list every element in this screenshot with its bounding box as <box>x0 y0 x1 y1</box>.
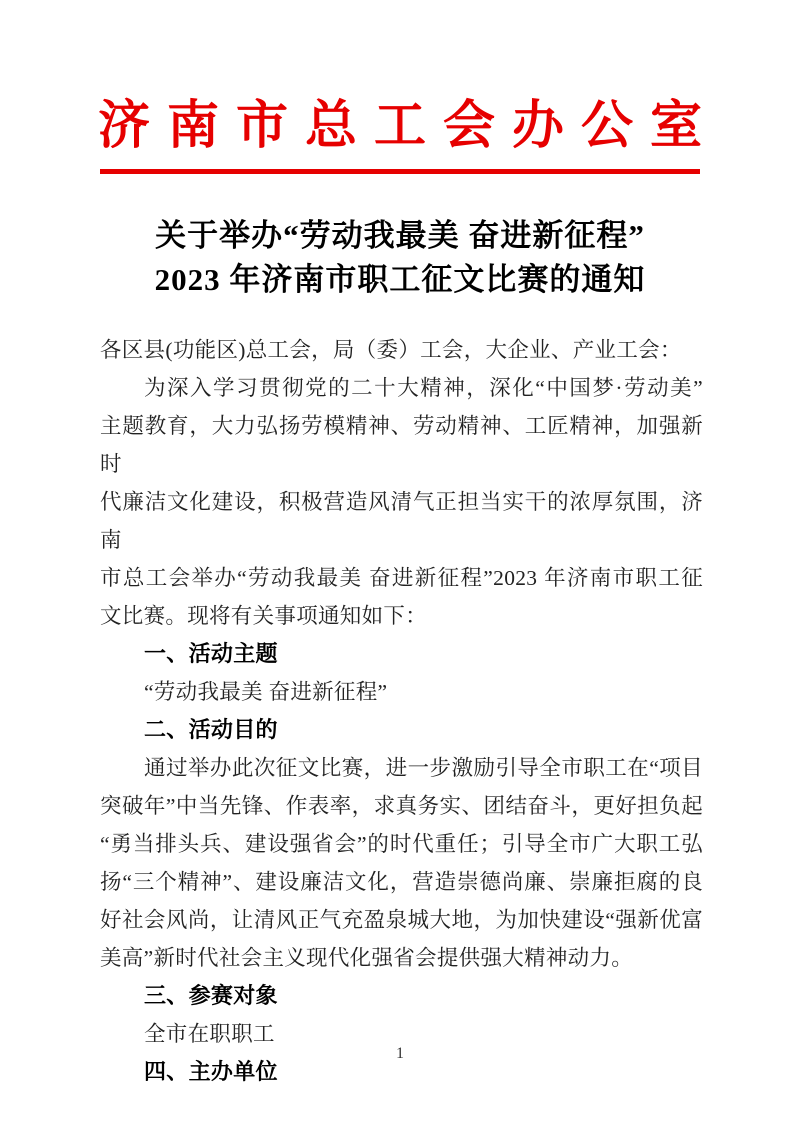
letterhead-divider <box>100 169 700 174</box>
body-line: 文比赛。现将有关事项通知如下： <box>100 604 428 628</box>
section-heading: 四、主办单位 <box>144 1059 278 1084</box>
body-line: 市总工会举办“劳动我最美 奋进新征程”2023 年济南市职工征 <box>100 566 703 590</box>
page-number: 1 <box>396 1045 404 1062</box>
body-line: 代廉洁文化建设，积极营造风清气正担当实干的浓厚氛围，济南 <box>100 490 703 552</box>
body-line: 突破年”中当先锋、作表率，求真务实、团结奋斗，更好担负起 <box>100 794 703 818</box>
body-line: “勇当排头兵、建设强省会”的时代重任；引导全市广大职工弘 <box>100 832 703 856</box>
document-title <box>0 214 800 302</box>
document-body <box>100 331 703 1091</box>
body-line: 好社会风尚，让清风正气充盈泉城大地，为加快建设“强新优富 <box>100 908 703 932</box>
section-heading: 二、活动目的 <box>144 717 278 742</box>
body-line: 各区县(功能区)总工会，局（委）工会，大企业、产业工会： <box>100 338 682 362</box>
document-title-line1: 关于举办“劳动我最美 奋进新征程” <box>155 218 645 253</box>
body-line: 美高”新时代社会主义现代化强省会提供强大精神动力。 <box>100 946 634 970</box>
body-line: “劳动我最美 奋进新征程” <box>144 680 388 704</box>
document-title-line2: 2023 年济南市职工征文比赛的通知 <box>154 262 646 297</box>
section-heading: 三、参赛对象 <box>144 983 278 1008</box>
section-heading: 一、活动主题 <box>144 641 278 666</box>
body-line: 为深入学习贯彻党的二十大精神，深化“中国梦·劳动美” <box>144 376 703 400</box>
letterhead-org-name: 济南市总工会办公室 <box>97 98 719 155</box>
body-line: 扬“三个精神”、建设廉洁文化，营造崇德尚廉、崇廉拒腐的良 <box>100 870 703 894</box>
body-line: 通过举办此次征文比赛，进一步激励引导全市职工在“项目 <box>144 756 703 780</box>
body-line: 全市在职职工 <box>144 1022 275 1046</box>
body-line: 主题教育，大力弘扬劳模精神、劳动精神、工匠精神，加强新时 <box>100 414 703 476</box>
